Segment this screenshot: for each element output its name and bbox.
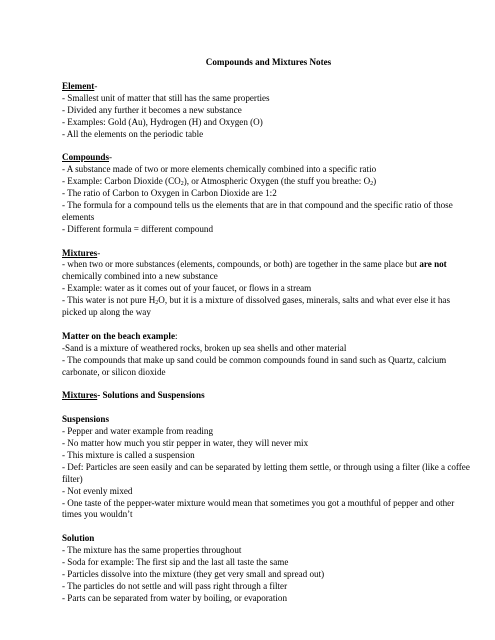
list-item: - Parts can be separated from water by boiling, or evaporation <box>62 592 287 603</box>
section-heading-solution: Solution <box>62 533 95 544</box>
section-element <box>62 81 475 141</box>
text-segment: ), or Atmospheric Oxygen (the stuff you breathe: O <box>183 176 371 187</box>
list-item: - This mixture is called a suspension <box>62 449 195 460</box>
list-item: - The ratio of Carbon to Oxygen in Carbon Dioxide are 1:2 <box>62 188 277 199</box>
section-compounds <box>62 152 475 235</box>
section-heading-compounds <box>62 152 475 164</box>
emphasis-text: are not <box>419 259 447 270</box>
section-heading-mixtures <box>62 248 475 260</box>
list-item <box>62 176 475 188</box>
list-item: - Particles dissolve into the mixture (they get very small and spread out) <box>62 568 325 579</box>
text-segment: - when two or more substances (elements, compounds, or both) are together in the same place but <box>62 259 420 270</box>
text-segment: - This water is not pure H <box>62 295 156 306</box>
heading-text: Mixtures <box>62 390 98 401</box>
section-beach-example <box>62 331 475 379</box>
list-item: - A substance made of two or more elements chemically combined into a specific ratio <box>62 164 377 175</box>
list-item: - Def: Particles are seen easily and can be separated by letting them settle, or through using a filter (like a coffee filter) <box>62 461 470 484</box>
subscript: 2 <box>155 300 159 307</box>
heading-suffix: - <box>109 152 113 163</box>
text-segment: ) <box>373 176 377 187</box>
section-mixtures <box>62 248 475 319</box>
heading-text: Compounds <box>62 152 110 163</box>
section-suspensions <box>62 414 475 521</box>
list-item: - Soda for example: The first sip and the last all taste the same <box>62 557 289 568</box>
heading-text: Matter on the beach example <box>62 330 175 341</box>
text-segment: - Example: Carbon Dioxide (CO <box>62 176 181 187</box>
list-item <box>62 295 475 319</box>
list-item: - All the elements on the periodic table <box>62 128 204 139</box>
list-item: - Pepper and water example from reading <box>62 426 213 437</box>
list-item: - Smallest unit of matter that still has the same properties <box>62 92 270 103</box>
list-item: - Not evenly mixed <box>62 485 133 496</box>
section-heading-beach <box>62 331 475 343</box>
heading-suffix: - <box>94 80 98 91</box>
section-solution <box>62 533 475 604</box>
list-item: - One taste of the pepper-water mixture would mean that sometimes you got a mouthful of pepper and other times you wouldn’t <box>62 497 455 520</box>
list-item: - The compounds that make up sand could be common compounds found in sand such as Quartz, calcium carbonate, or silicon dioxide <box>62 354 447 377</box>
list-item <box>62 259 475 283</box>
text-segment: chemically combined into a new substance <box>62 271 218 282</box>
list-item: - The formula for a compound tells us the elements that are in that compound and the specific ratio of those elements <box>62 199 453 222</box>
list-item: - Examples: Gold (Au), Hydrogen (H) and Oxygen (O) <box>62 116 263 127</box>
section-solutions-suspensions <box>62 390 475 402</box>
section-heading-element <box>62 81 475 93</box>
list-item: - The particles do not settle and will pass right through a filter <box>62 580 288 591</box>
heading-rest: - Solutions and Suspensions <box>97 390 205 401</box>
subscript: 2 <box>370 181 374 188</box>
list-item: - The mixture has the same properties throughout <box>62 545 242 556</box>
subscript: 2 <box>180 181 184 188</box>
heading-text: Mixtures <box>62 247 98 258</box>
heading-suffix: : <box>174 330 178 341</box>
section-heading-suspensions: Suspensions <box>62 414 110 425</box>
section-heading-solutions-suspensions <box>62 390 475 402</box>
list-item: - Divided any further it becomes a new substance <box>62 104 242 115</box>
heading-text: Element <box>62 80 95 91</box>
list-item: - Example: water as it comes out of your faucet, or flows in a stream <box>62 283 312 294</box>
page-title: Compounds and Mixtures Notes <box>205 57 332 67</box>
list-item: - Different formula = different compound <box>62 223 214 234</box>
list-item: -Sand is a mixture of weathered rocks, broken up sea shells and other material <box>62 342 347 353</box>
heading-suffix: - <box>97 247 101 258</box>
list-item: - No matter how much you stir pepper in water, they will never mix <box>62 438 309 449</box>
text-segment: O, but it is a mixture of dissolved gases, minerals, salts and what ever else it has picked up along the way <box>62 295 450 318</box>
